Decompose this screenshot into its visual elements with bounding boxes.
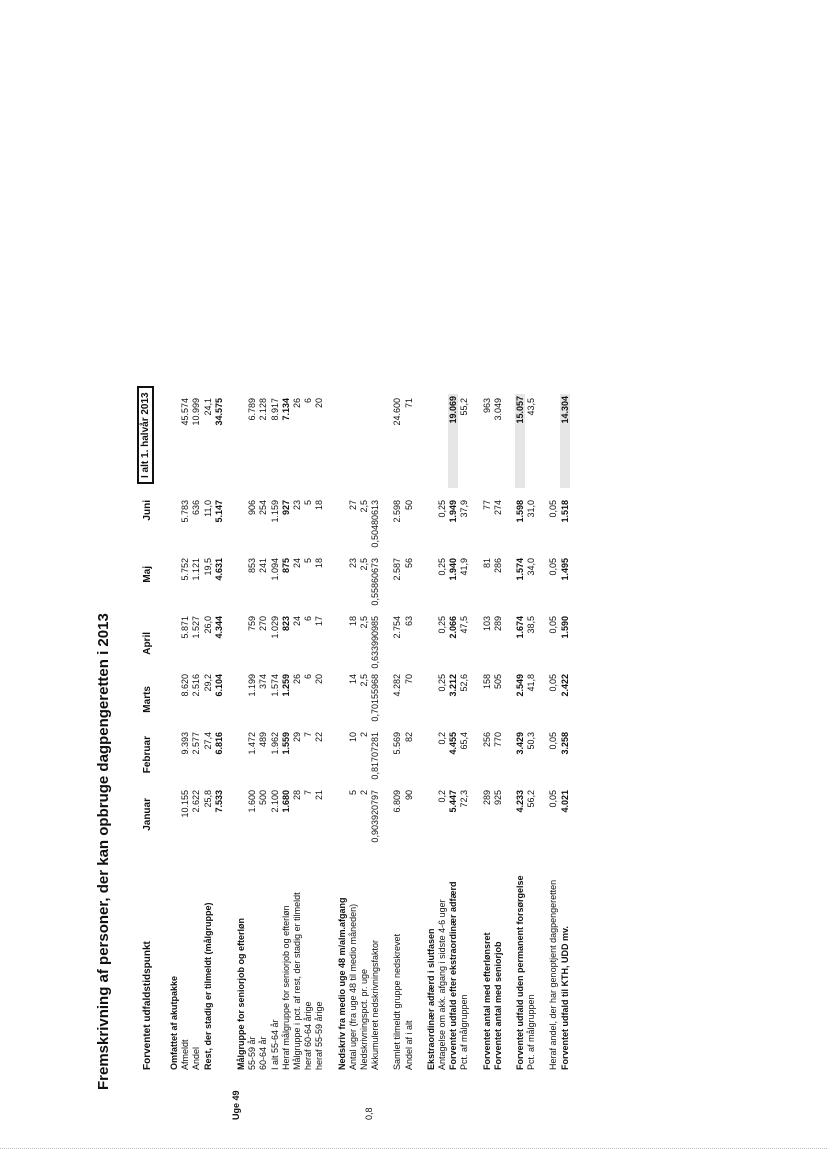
value-cell: 20 xyxy=(314,674,325,685)
value-cell: 158 xyxy=(481,674,492,690)
row-label: I alt 55-64 år xyxy=(269,1019,280,1070)
value-cell: 9.393 xyxy=(180,732,191,755)
value-cell: 5.871 xyxy=(180,616,191,639)
month-header-januar: Januar xyxy=(142,798,153,831)
total-cell: 71 xyxy=(403,398,414,409)
value-cell: 1.495 xyxy=(559,558,570,581)
value-cell: 5.147 xyxy=(213,500,224,523)
value-cell: 7.533 xyxy=(213,790,224,813)
value-cell: 90 xyxy=(403,790,414,801)
row-label: Omfattet af akutpakke xyxy=(169,975,179,1070)
value-cell: 0,05 xyxy=(548,558,559,576)
value-cell: 65,4 xyxy=(459,732,470,750)
value-cell: 1.574 xyxy=(515,558,525,581)
value-cell: 0,05 xyxy=(548,790,559,808)
row-label: Heraf andel, der har genoptjent dagpengeretten xyxy=(548,879,559,1070)
value-cell: 2.754 xyxy=(392,616,403,639)
value-cell: 286 xyxy=(492,558,503,574)
side-note: 0,8 xyxy=(364,1107,374,1120)
value-cell: 0,633990985 xyxy=(370,616,381,669)
value-cell: 0,25 xyxy=(437,616,447,634)
row-label: Andel af i alt xyxy=(403,1020,414,1070)
total-cell: 55,2 xyxy=(459,398,470,416)
total-cell: 6.789 xyxy=(247,398,258,421)
value-cell: 925 xyxy=(492,790,503,806)
value-cell: 18 xyxy=(347,616,358,627)
total-cell: 6 xyxy=(303,398,314,404)
value-cell: 1.574 xyxy=(269,674,280,697)
value-cell: 6.816 xyxy=(213,732,224,755)
row-label: Ekstraordinær adfærd i slutfasen xyxy=(425,928,436,1070)
row-label: Pct. af målgruppen xyxy=(459,994,470,1070)
value-cell: 1.962 xyxy=(269,732,280,755)
row-label: 55-59 år xyxy=(247,1036,258,1070)
row-label: heraf 55-59 årige xyxy=(314,1001,325,1070)
value-cell: 1.472 xyxy=(247,732,258,755)
value-cell: 1.029 xyxy=(269,616,280,639)
value-cell: 5.752 xyxy=(180,558,191,581)
row-label: Rest, der stadig er tilmeldt (målgruppe) xyxy=(202,902,213,1070)
value-cell: 82 xyxy=(403,732,414,743)
value-cell: 5.447 xyxy=(448,790,459,813)
column-header-label: Forventet udfaldstidspunkt xyxy=(142,941,153,1070)
value-cell: 25,8 xyxy=(202,790,213,808)
value-cell: 0,50480613 xyxy=(370,500,381,548)
value-cell: 254 xyxy=(258,500,269,516)
value-cell: 0,25 xyxy=(437,500,447,518)
value-cell: 21 xyxy=(314,790,325,801)
row-label: Samlet tilmeldt gruppe nedskrevet xyxy=(392,933,403,1070)
value-cell: 2,5 xyxy=(359,500,369,513)
value-cell: 70 xyxy=(403,674,414,685)
page-divider-line xyxy=(0,1148,827,1149)
value-cell: 1.940 xyxy=(448,558,459,581)
value-cell: 2 xyxy=(359,732,369,738)
value-cell: 0,70155968 xyxy=(370,674,381,722)
value-cell: 7 xyxy=(303,732,314,738)
value-cell: 2.549 xyxy=(515,674,525,697)
value-cell: 927 xyxy=(280,500,291,516)
row-label: Nedskrivningspct. pr. uge xyxy=(359,968,369,1070)
row-label: Akkumuleret nedskrivningsfaktor xyxy=(370,939,381,1070)
value-cell: 103 xyxy=(481,616,492,632)
value-cell: 2 xyxy=(359,790,369,796)
total-cell: 3.049 xyxy=(492,398,503,421)
value-cell: 26,0 xyxy=(202,616,213,634)
value-cell: 1.259 xyxy=(280,674,291,697)
value-cell: 23 xyxy=(347,558,358,569)
value-cell: 24 xyxy=(292,616,302,627)
value-cell: 1.159 xyxy=(269,500,280,523)
value-cell: 875 xyxy=(280,558,291,574)
value-cell: 270 xyxy=(258,616,269,632)
value-cell: 0,81707281 xyxy=(370,732,381,780)
value-cell: 29 xyxy=(292,732,302,743)
value-cell: 0,05 xyxy=(548,674,559,692)
total-cell: 45.574 xyxy=(180,398,191,426)
month-header-marts: Marts xyxy=(142,686,153,713)
total-column-header: I alt 1. halvår 2013 xyxy=(137,386,154,484)
value-cell: 5.783 xyxy=(180,500,191,523)
row-label: Forventet udfald uden permanent forsørgelse xyxy=(515,875,525,1070)
row-label: Nedskriv fra medio uge 48 m/alm.afgang xyxy=(336,897,347,1070)
value-cell: 31,0 xyxy=(526,500,537,518)
value-cell: 56 xyxy=(403,558,414,569)
total-cell: 14.304 xyxy=(560,394,570,488)
value-cell: 41,8 xyxy=(526,674,537,692)
value-cell: 10.155 xyxy=(180,790,191,818)
value-cell: 289 xyxy=(492,616,503,632)
value-cell: 5 xyxy=(303,558,314,564)
value-cell: 4.631 xyxy=(213,558,224,581)
value-cell: 2.516 xyxy=(191,674,202,697)
value-cell: 1.559 xyxy=(280,732,291,755)
value-cell: 17 xyxy=(314,616,325,627)
row-label: Heraf målgruppe for seniorjob og efterløn xyxy=(280,905,291,1070)
value-cell: 0,25 xyxy=(437,674,447,692)
value-cell: 3.258 xyxy=(559,732,570,755)
value-cell: 4.455 xyxy=(448,732,459,755)
value-cell: 5 xyxy=(303,500,314,506)
total-cell: 2.128 xyxy=(258,398,269,421)
value-cell: 0,05 xyxy=(548,616,559,634)
value-cell: 500 xyxy=(258,790,269,806)
value-cell: 0,05 xyxy=(548,500,559,518)
total-cell: 963 xyxy=(481,398,492,414)
value-cell: 22 xyxy=(314,732,325,743)
page-title: Fremskrivning af personer, der kan opbruge dagpengeretten i 2013 xyxy=(95,613,112,1090)
value-cell: 2,5 xyxy=(359,674,369,687)
value-cell: 2,5 xyxy=(359,558,369,571)
row-label: 60-64 år xyxy=(258,1036,269,1070)
row-label: Antagelse om akk. afgang i sidste 4-6 uger xyxy=(437,899,447,1070)
value-cell: 6 xyxy=(303,616,314,622)
value-cell: 56,2 xyxy=(526,790,537,808)
value-cell: 0,2 xyxy=(437,790,447,803)
value-cell: 6 xyxy=(303,674,314,680)
value-cell: 14 xyxy=(347,674,358,685)
value-cell: 24 xyxy=(292,558,302,569)
value-cell: 52,6 xyxy=(459,674,470,692)
value-cell: 0,903920797 xyxy=(370,790,381,843)
total-cell: 8.917 xyxy=(269,398,280,421)
value-cell: 50 xyxy=(403,500,414,511)
value-cell: 18 xyxy=(314,558,325,569)
row-label: Målgruppe i pct. af rest, der stadig er tilmeldt xyxy=(292,892,302,1070)
value-cell: 4.233 xyxy=(515,790,525,813)
row-label: Forventet udfald efter ekstraordinær adfærd xyxy=(448,881,459,1070)
value-cell: 489 xyxy=(258,732,269,748)
value-cell: 8.620 xyxy=(180,674,191,697)
value-cell: 2,5 xyxy=(359,616,369,629)
value-cell: 47,5 xyxy=(459,616,470,634)
value-cell: 1.674 xyxy=(515,616,525,639)
value-cell: 2.422 xyxy=(559,674,570,697)
value-cell: 241 xyxy=(258,558,269,574)
value-cell: 1.518 xyxy=(559,500,570,523)
value-cell: 81 xyxy=(481,558,492,569)
value-cell: 6.104 xyxy=(213,674,224,697)
value-cell: 77 xyxy=(481,500,492,511)
value-cell: 27 xyxy=(347,500,358,511)
value-cell: 0,55860673 xyxy=(370,558,381,606)
value-cell: 3.429 xyxy=(515,732,525,755)
row-label: Forventet antal med seniorjob xyxy=(492,941,503,1070)
value-cell: 2.577 xyxy=(191,732,202,755)
total-cell: 24.600 xyxy=(392,398,403,426)
value-cell: 7 xyxy=(303,790,314,796)
value-cell: 759 xyxy=(247,616,258,632)
value-cell: 3.212 xyxy=(448,674,459,697)
value-cell: 1.527 xyxy=(191,616,202,639)
value-cell: 5.569 xyxy=(392,732,403,755)
value-cell: 34,0 xyxy=(526,558,537,576)
value-cell: 853 xyxy=(247,558,258,574)
value-cell: 4.021 xyxy=(559,790,570,813)
row-label: Målgruppe for seniorjob og efterløn xyxy=(236,917,246,1070)
value-cell: 1.199 xyxy=(247,674,258,697)
value-cell: 63 xyxy=(403,616,414,627)
value-cell: 256 xyxy=(481,732,492,748)
month-header-februar: Februar xyxy=(142,736,153,774)
month-header-april: April xyxy=(142,632,153,655)
row-label: Afmeldt xyxy=(180,1039,191,1070)
total-cell: 26 xyxy=(292,398,302,409)
month-header-juni: Juni xyxy=(142,500,153,521)
value-cell: 770 xyxy=(492,732,503,748)
total-cell: 7.134 xyxy=(280,398,291,421)
value-cell: 50,3 xyxy=(526,732,537,750)
value-cell: 1.600 xyxy=(247,790,258,813)
value-cell: 19,5 xyxy=(202,558,213,576)
value-cell: 0,25 xyxy=(437,558,447,576)
value-cell: 505 xyxy=(492,674,503,690)
total-cell: 10.999 xyxy=(191,398,202,426)
total-cell: 19.069 xyxy=(448,394,458,488)
value-cell: 4.344 xyxy=(213,616,224,639)
total-cell: 15.057 xyxy=(515,394,525,488)
value-cell: 10 xyxy=(347,732,358,743)
row-label: Antal uger (fra uge 48 til medio måneden) xyxy=(347,903,358,1070)
value-cell: 29,2 xyxy=(202,674,213,692)
value-cell: 37,9 xyxy=(459,500,470,518)
row-label: Forventet antal med efterlønsret xyxy=(481,932,492,1070)
row-label: Andel xyxy=(191,1046,202,1070)
value-cell: 18 xyxy=(314,500,325,511)
value-cell: 1.949 xyxy=(448,500,459,523)
value-cell: 1.598 xyxy=(515,500,525,523)
value-cell: 1.590 xyxy=(559,616,570,639)
value-cell: 72,3 xyxy=(459,790,470,808)
total-cell: 20 xyxy=(314,398,325,409)
value-cell: 28 xyxy=(292,790,302,801)
value-cell: 906 xyxy=(247,500,258,516)
value-cell: 2.587 xyxy=(392,558,403,581)
value-cell: 6.809 xyxy=(392,790,403,813)
value-cell: 23 xyxy=(292,500,302,511)
week-label: Uge 49 xyxy=(231,1090,241,1120)
value-cell: 27,4 xyxy=(202,732,213,750)
total-cell: 34.575 xyxy=(213,398,224,426)
value-cell: 0,05 xyxy=(548,732,559,750)
rotated-table-sheet xyxy=(95,60,735,1120)
value-cell: 636 xyxy=(191,500,202,516)
month-header-maj: Maj xyxy=(142,566,153,583)
value-cell: 4.282 xyxy=(392,674,403,697)
total-cell: 43,5 xyxy=(526,398,537,416)
value-cell: 11,0 xyxy=(202,500,213,517)
value-cell: 2.100 xyxy=(269,790,280,813)
value-cell: 2.598 xyxy=(392,500,403,523)
value-cell: 1.680 xyxy=(280,790,291,813)
row-label: heraf 60-64 årige xyxy=(303,1001,314,1070)
row-label: Forventet udfald til KTH, UDD mv. xyxy=(559,926,570,1070)
value-cell: 1.094 xyxy=(269,558,280,581)
value-cell: 41,9 xyxy=(459,558,470,576)
value-cell: 2.622 xyxy=(191,790,202,813)
total-cell: 24,1 xyxy=(202,398,213,416)
value-cell: 823 xyxy=(280,616,291,632)
value-cell: 274 xyxy=(492,500,503,516)
value-cell: 1.121 xyxy=(191,558,202,581)
value-cell: 5 xyxy=(347,790,358,796)
value-cell: 26 xyxy=(292,674,302,685)
row-label: Pct. af målgruppen xyxy=(526,994,537,1070)
value-cell: 0,2 xyxy=(437,732,447,745)
value-cell: 289 xyxy=(481,790,492,806)
value-cell: 374 xyxy=(258,674,269,690)
value-cell: 38,5 xyxy=(526,616,537,634)
value-cell: 2.066 xyxy=(448,616,459,639)
